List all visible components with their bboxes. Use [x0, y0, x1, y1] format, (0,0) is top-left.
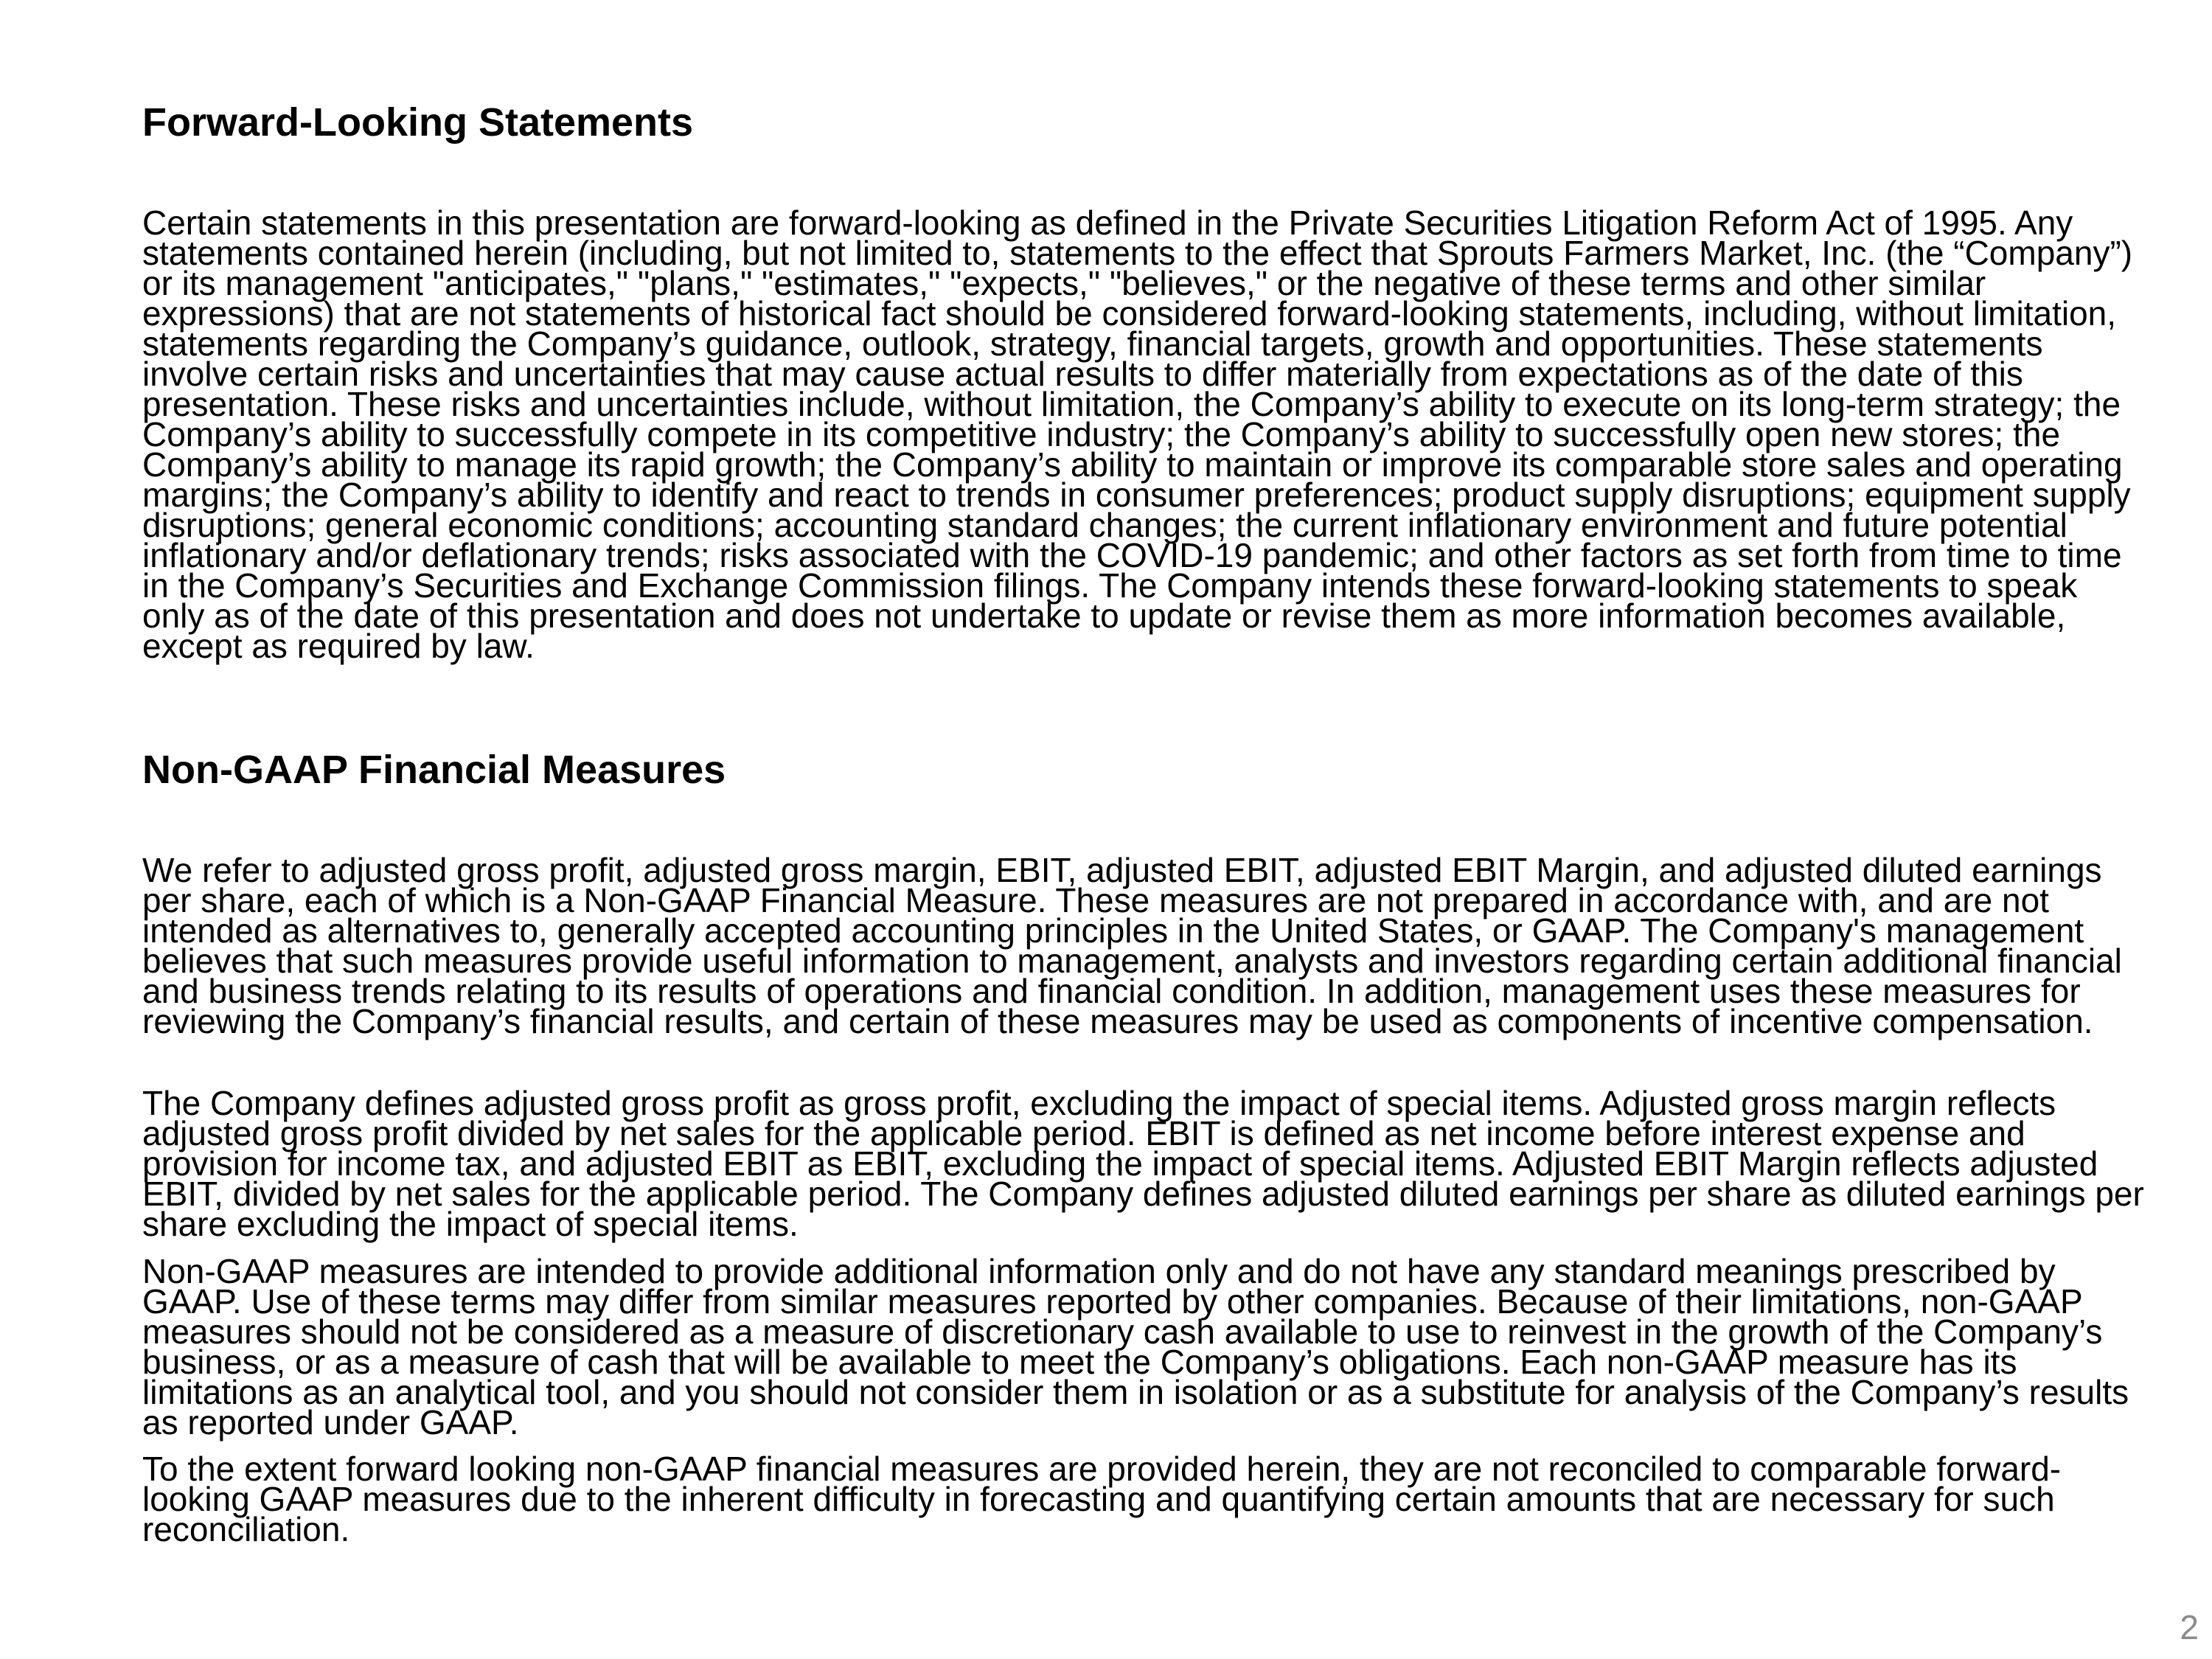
page-number: 2 — [2180, 1608, 2199, 1646]
non-gaap-heading: Non-GAAP Financial Measures — [142, 748, 726, 792]
forward-looking-body: Certain statements in this presentation are forward-looking as defined in the Private Securities Litigation Reform Act of 1995. Any statements contained herein (including, but not limited to, statements to the effect that Sprouts Farmers Market, Inc. (the “Company”) or its management "anticipates," "plans," "estimates," "expects," "believes," or the negative of these terms and other similar expressions) that are not statements of historical fact should be considered forward-looking statements, including, without limitation, statements regarding the Company’s guidance, outlook, strategy, financial targets, growth and opportunities. These statements involve certain risks and uncertainties that may cause actual results to differ materially from expectations as of the date of this presentation. These risks and uncertainties include, without limitation, the Company’s ability to execute on its long-term strategy; the Company’s ability to successfully compete in its competitive industry; the Company’s ability to successfully open new stores; the Company’s ability to manage its rapid growth; the Company’s ability to maintain or improve its comparable store sales and operating margins; the Company’s ability to identify and react to trends in consumer preferences; product supply disruptions; equipment supply disruptions; general economic conditions; accounting standard changes; the current inflationary environment and future potential inflationary and/or deflationary trends; risks associated with the COVID-19 pandemic; and other factors as set forth from time to time in the Company’s Securities and Exchange Commission filings. The Company intends these forward-looking statements to speak only as of the date of this presentation and does not undertake to update or revise them as more information becomes available, except as required by law. — [142, 204, 2133, 665]
non-gaap-paragraph-3: Non-GAAP measures are intended to provide additional information only and do not have any standard meanings prescribed by GAAP. Use of these terms may differ from similar measures reported by other companies. Because of their limitations, non-GAAP measures should not be considered as a measure of discretionary cash available to use to reinvest in the growth of the Company’s business, or as a measure of cash that will be available to meet the Company’s obligations. Each non-GAAP measure has its limitations as an analytical tool, and you should not consider them in isolation or as a substitute for analysis of the Company’s results as reported under GAAP. — [142, 1252, 2129, 1441]
non-gaap-paragraph-4: To the extent forward looking non-GAAP financial measures are provided herein, they are not reconciled to comparable forward-looking GAAP measures due to the inherent difficulty in forecasting and quantifying certain amounts that are necessary for such reconciliation. — [142, 1450, 2062, 1548]
non-gaap-paragraph-2: The Company defines adjusted gross profit as gross profit, excluding the impact of special items. Adjusted gross margin reflects adjusted gross profit divided by net sales for the applicable period. EBIT is defined as net income before interest expense and provision for income tax, and adjusted EBIT as EBIT, excluding the impact of special items. Adjusted EBIT Margin reflects adjusted EBIT, divided by net sales for the applicable period. The Company defines adjusted diluted earnings per share as diluted earnings per share excluding the impact of special items. — [142, 1084, 2144, 1243]
non-gaap-paragraph-1: We refer to adjusted gross profit, adjusted gross margin, EBIT, adjusted EBIT, adjusted EBIT Margin, and adjusted diluted earnings per share, each of which is a Non-GAAP Financial Measure. These measures are not prepared in accordance with, and are not intended as alternatives to, generally accepted accounting principles in the United States, or GAAP. The Company's management believes that such measures provide useful information to management, analysts and investors regarding certain additional financial and business trends relating to its results of operations and financial condition. In addition, management uses these measures for reviewing the Company’s financial results, and certain of these measures may be used as components of incentive compensation. — [142, 851, 2122, 1040]
forward-looking-heading: Forward-Looking Statements — [142, 100, 694, 145]
